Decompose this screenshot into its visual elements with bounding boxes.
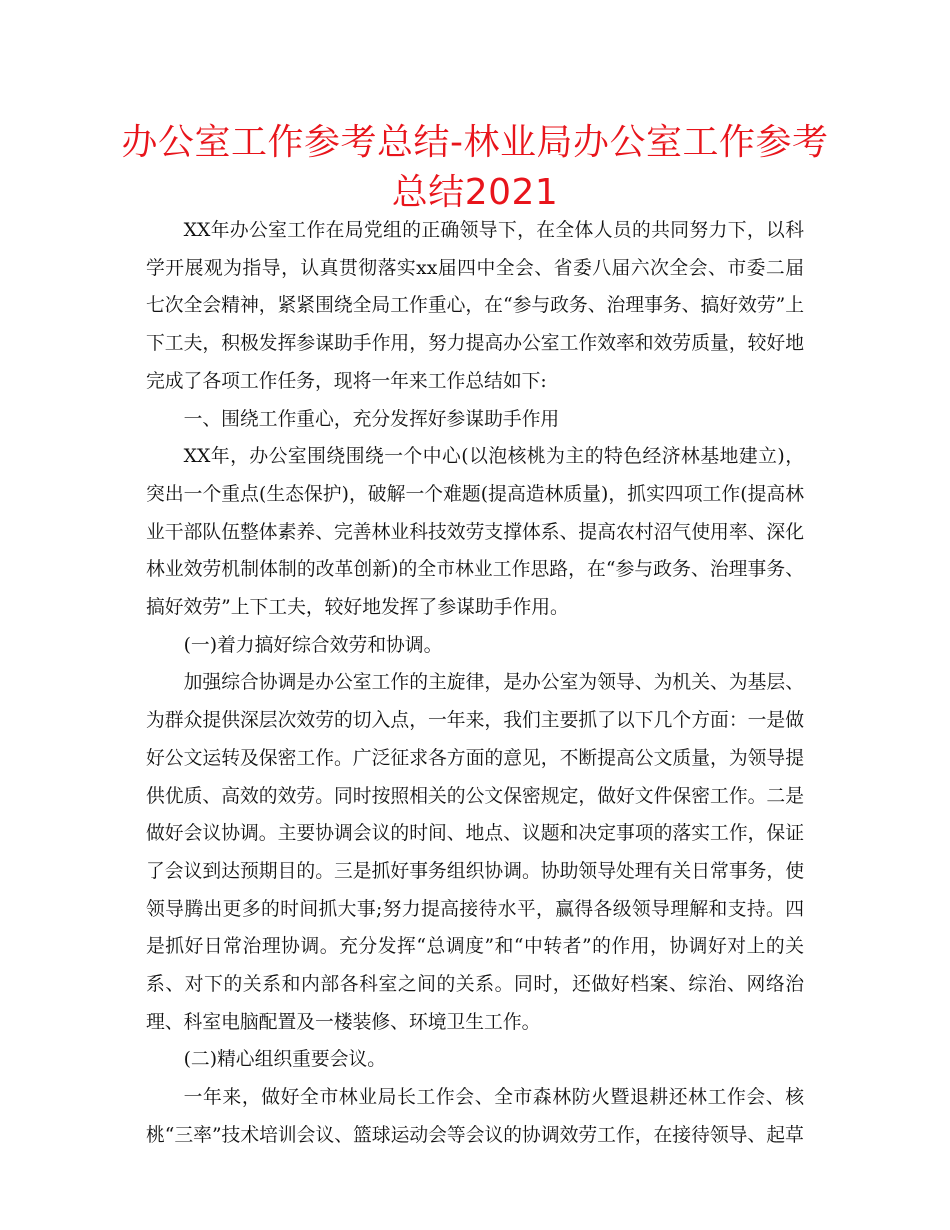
paragraph-coordination: 加强综合协调是办公室工作的主旋律，是办公室为领导、为机关、为基层、为群众提供深层次效劳的切入点，一年来，我们主要抓了以下几个方面：一是做好公文运转及保密工作。广泛征求各方面的意见，不断提高公文质量，为领导提供优质、高效的效劳。同时按照相关的公文保密规定，做好文件保密工作。二是做好会议协调。主要协调会议的时间、地点、议题和决定事项的落实工作，保证了会议到达预期目的。三是抓好事务组织协调。协助领导处理有关日常事务，使领导腾出更多的时间抓大事;努力提高接待水平，赢得各级领导理解和支持。四是抓好日常治理协调。充分发挥“总调度”和“中转者”的作用，协调好对上的关系、对下的关系和内部各科室之间的关系。同时，还做好档案、综治、网络治理、科室电脑配置及一楼装修、环境卫生工作。: [146, 672, 804, 1033]
paragraph-intro: XX年办公室工作在局党组的正确领导下，在全体人员的共同努力下，以科学开展观为指导，认真贯彻落实xx届四中全会、省委八届六次全会、市委二届七次全会精神，紧紧围绕全局工作重心，在“参与政务、治理事务、搞好效劳”上下工夫，积极发挥参谋助手作用，努力提高办公室工作效率和效劳质量，较好地完成了各项工作任务，现将一年来工作总结如下:: [146, 220, 804, 392]
paragraph-meetings: 一年来，做好全市林业局长工作会、全市森林防火暨退耕还林工作会、核桃“三率”技术培训会议、篮球运动会等会议的协调效劳工作，在接待领导、起草: [146, 1087, 804, 1146]
subsection-heading-2: (二)精心组织重要会议。: [183, 1049, 387, 1071]
document-body: [146, 212, 804, 1155]
document-title: 办公室工作参考总结-林业局办公室工作参考总结2021: [121, 122, 829, 213]
section-heading-1: 一、围绕工作重心，充分发挥好参谋助手作用: [183, 408, 560, 430]
paragraph-work-approach: XX年，办公室围绕围绕一个中心(以泡核桃为主的特色经济林基地建立)，突出一个重点(生态保护)，破解一个难题(提高造林质量)，抓实四项工作(提高林业干部队伍整体素养、完善林业科技效劳支撑体系、提高农村沼气使用率、深化林业效劳机制体制的改革创新)的全市林业工作思路，在“参与政务、治理事务、搞好效劳”上下工夫，较好地发挥了参谋助手作用。: [146, 446, 804, 619]
subsection-heading-1: (一)着力搞好综合效劳和协调。: [183, 634, 443, 656]
